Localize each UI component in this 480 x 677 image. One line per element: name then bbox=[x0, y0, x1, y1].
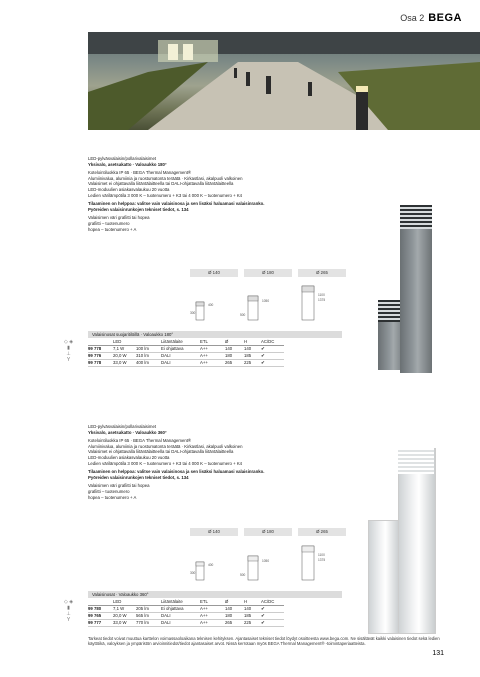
product2-bollard-tall-diffuser bbox=[398, 448, 434, 474]
description-line: Valaisimen väri grafiitti tai hopea bbox=[88, 483, 150, 489]
table-cell: 33,0 W bbox=[113, 620, 136, 627]
drawing2-label-1050: 1050 bbox=[262, 559, 270, 563]
product1-description bbox=[88, 156, 318, 232]
table-cell: 225 bbox=[244, 360, 261, 367]
product1-spec-table bbox=[88, 339, 284, 367]
hero-photo-scene bbox=[88, 32, 480, 130]
product1-dim-180: Ø 180 bbox=[244, 269, 292, 277]
description-line: Pyöreiden valaisinrunkojen tekniset tiedot, s. 134 bbox=[88, 474, 189, 480]
description-line: Valaisimet ei ohjattavalla liitäntälaitteella tai DALI-ohjattavalla liitäntälaitteella bbox=[88, 449, 234, 455]
description-line: Alumiinivalua, alumiinia ja ruostumatonta teräätä · Kirkastlasi, akalpuoli valkoinen bbox=[88, 175, 243, 181]
drawing2-label-500: 500 bbox=[240, 573, 246, 577]
table-header-cell: ETL bbox=[200, 339, 225, 346]
product1-icons bbox=[64, 339, 73, 363]
description-line: hopea – tuotenumero + A bbox=[88, 494, 137, 500]
table-header-cell: AC/DC bbox=[261, 339, 284, 346]
description-line: Alumiinivalua, alumiinia ja ruostumatonta teräätä · Kirkastlasi, akalpuoli valkoinen bbox=[88, 443, 243, 449]
article-number: 99 780 bbox=[88, 606, 113, 613]
description-line: Tilaaminen on helppoa: valitse vain valaisinosa ja sen lisäksi haluamasi valaisinranko. bbox=[88, 201, 265, 207]
table-cell: 100 lm bbox=[136, 346, 161, 353]
product2-band: Valaisinosat · Valoaukko 360° bbox=[88, 591, 342, 598]
table-row bbox=[88, 360, 284, 367]
table-header-cell: Ø bbox=[225, 339, 244, 346]
table-row bbox=[88, 353, 284, 360]
table-cell: DALI bbox=[161, 613, 200, 620]
description-line: Ledien värilämpötila 3 000 K – tuotenumero + K3 tai 4 000 K – tuotenumero + K4 bbox=[88, 192, 243, 198]
table-cell: 180 bbox=[225, 613, 244, 620]
table-cell: A++ bbox=[200, 346, 225, 353]
drawing2-label-400: 400 bbox=[208, 563, 214, 567]
product2-dimension-drawings bbox=[190, 540, 350, 584]
article-number: 99 776 bbox=[88, 353, 113, 360]
description-line: Pyöreiden valaisinrunkojen tekniset tiedot, s. 134 bbox=[88, 206, 189, 212]
table-cell: 7,1 W bbox=[113, 346, 136, 353]
table-cell: 140 bbox=[225, 606, 244, 613]
table-row bbox=[88, 606, 284, 613]
table-cell: DALI bbox=[161, 353, 200, 360]
product1-band: Valaisinosat suojaritilöillä · Valoaukko 180° bbox=[88, 331, 342, 338]
table-cell: ✔ bbox=[261, 613, 284, 620]
table-cell: A++ bbox=[200, 606, 225, 613]
table-header-cell: ETL bbox=[200, 599, 225, 606]
article-number: 99 778 bbox=[88, 360, 113, 367]
table-cell: 265 bbox=[225, 360, 244, 367]
product2-spec-table bbox=[88, 599, 284, 627]
description-line: Kotelointiluokka IP 65 · BEGA Thermal Management® bbox=[88, 438, 192, 444]
description-line: Valaisimen väri grafiitti tai hopea bbox=[88, 215, 150, 221]
product2-dim-265: Ø 265 bbox=[298, 528, 346, 536]
table-cell: 7,1 W bbox=[113, 606, 136, 613]
description-line: Valaisimet ei ohjattavalla liitäntälaitteella tai DALI-ohjattavalla liitäntälaitteella bbox=[88, 181, 234, 187]
product2-icons bbox=[64, 599, 73, 623]
table-cell: 265 bbox=[225, 620, 244, 627]
footer-note: Tarkeat tiedot voivat muuttua karttelon voimassaoloaikana teknisen kehityksen. Ajantasaiset tekniset tiedot löydyt osoitteesta www.bega.com. Ne sisältävät kaikki valaisinen tiedot sekä ledien käyttöikä, valoyksen ja ympäristön arvioinnitiedot/tiedot ajantasaiset arvot. Nissä kerrotaan myös BEGA Thermal Management® -toimintaperiaatteista. bbox=[88, 636, 440, 647]
page-number: 131 bbox=[432, 650, 444, 657]
hero-photo bbox=[88, 32, 480, 130]
table-cell: DALI bbox=[161, 620, 200, 627]
table-row bbox=[88, 620, 284, 627]
table-cell: 20,0 W bbox=[113, 613, 136, 620]
product2-dim-180: Ø 180 bbox=[244, 528, 292, 536]
table-cell: ✔ bbox=[261, 360, 284, 367]
description-line: Ledien värilämpötila 3 000 K – tuotenumero + K3 tai 4 000 K – tuotenumero + K4 bbox=[88, 460, 243, 466]
drop-icon-2: Y bbox=[66, 617, 71, 623]
drawing-label-500: 500 bbox=[240, 313, 246, 317]
description-line: LED-moduulien asiakasvalaukuu 20 vuotta bbox=[88, 186, 170, 192]
table-cell: 185 bbox=[244, 353, 261, 360]
table-cell: A++ bbox=[200, 353, 225, 360]
product2-dimension-row bbox=[190, 528, 346, 536]
table-header-cell: Liitäntälaite bbox=[161, 339, 200, 346]
drawing2-label-1100: 1100 bbox=[318, 553, 325, 557]
description-line: LED-pylväsvalaisin/pollarivalaisimet bbox=[88, 424, 157, 429]
drawing-label-1375: 1375 bbox=[318, 298, 326, 302]
description-line: Yksivalo, asetsakatto · Valoaukko 360° bbox=[88, 429, 167, 435]
table-cell: 225 bbox=[244, 620, 261, 627]
bulb-icon-2: ▮ bbox=[67, 605, 70, 611]
product1-dim-265: Ø 265 bbox=[298, 269, 346, 277]
connect-icon-2: ⊥ bbox=[66, 611, 71, 617]
description-line: LED-pylväsvalaisin/pollarivalaisimet bbox=[88, 156, 157, 161]
product2-description bbox=[88, 424, 318, 500]
description-line: grafiitti – tuotenumero bbox=[88, 488, 130, 494]
table-cell: 565 lm bbox=[136, 613, 161, 620]
table-cell: 140 bbox=[225, 346, 244, 353]
drawing-label-1100: 1100 bbox=[318, 293, 325, 297]
table-header-cell: H bbox=[244, 599, 261, 606]
drawing-label-1050: 1050 bbox=[262, 299, 270, 303]
brand-logo: BEGA bbox=[428, 12, 462, 24]
ip-icon: ◇ ◈ bbox=[64, 339, 74, 345]
table-cell: ✔ bbox=[261, 620, 284, 627]
table-cell: ✔ bbox=[261, 346, 284, 353]
description-line: LED-moduulien asiakasvalaukuu 20 vuotta bbox=[88, 454, 170, 460]
table-cell: 140 bbox=[244, 606, 261, 613]
product2-bollard-tall bbox=[398, 448, 436, 634]
product1-dimension-drawings bbox=[190, 280, 350, 324]
table-cell: Ei ohjattava bbox=[161, 346, 200, 353]
table-row bbox=[88, 613, 284, 620]
table-cell: 185 bbox=[244, 613, 261, 620]
table-cell: 205 lm bbox=[136, 606, 161, 613]
description-line: Kotelointiluokka IP 65 · BEGA Thermal Management® bbox=[88, 170, 192, 176]
table-row bbox=[88, 346, 284, 353]
product1-dimension-row bbox=[190, 269, 346, 277]
table-cell: 33,0 W bbox=[113, 360, 136, 367]
drawing2-label-300: 300 bbox=[190, 571, 196, 575]
drawing-label-300: 300 bbox=[190, 311, 196, 315]
table-header-cell: LED bbox=[113, 599, 161, 606]
table-header-cell: H bbox=[244, 339, 261, 346]
table-cell: 180 bbox=[225, 353, 244, 360]
product1-bollard-tall-louvres bbox=[400, 205, 432, 229]
bulb-icon: ▮ bbox=[67, 345, 70, 351]
table-cell: Ei ohjattava bbox=[161, 606, 200, 613]
table-header-cell: LED bbox=[113, 339, 161, 346]
table-cell: 20,0 W bbox=[113, 353, 136, 360]
table-cell: DALI bbox=[161, 360, 200, 367]
table-cell: A++ bbox=[200, 613, 225, 620]
table-cell: 310 lm bbox=[136, 353, 161, 360]
table-cell: ✔ bbox=[261, 606, 284, 613]
section-label: Osa 2 bbox=[400, 13, 425, 23]
table-cell: A++ bbox=[200, 620, 225, 627]
table-header-cell: AC/DC bbox=[261, 599, 284, 606]
drawing-label-400: 400 bbox=[208, 303, 214, 307]
product1-bollard-tall bbox=[400, 205, 432, 373]
table-cell: ✔ bbox=[261, 353, 284, 360]
table-cell: A++ bbox=[200, 360, 225, 367]
article-number: 99 777 bbox=[88, 620, 113, 627]
table-cell: 770 lm bbox=[136, 620, 161, 627]
product2-bollard-small bbox=[368, 520, 400, 634]
description-line: Tilaaminen on helppoa: valitse vain valaisinosa ja sen lisäksi haluamasi valaisinranko. bbox=[88, 469, 265, 475]
article-number: 99 765 bbox=[88, 613, 113, 620]
product2-dim-140: Ø 140 bbox=[190, 528, 238, 536]
connect-icon: ⊥ bbox=[66, 351, 71, 357]
table-cell: 140 bbox=[244, 346, 261, 353]
article-number: 99 778 bbox=[88, 346, 113, 353]
page-header bbox=[400, 12, 462, 24]
table-cell: 400 lm bbox=[136, 360, 161, 367]
ip-icon-2: ◇ ◈ bbox=[64, 599, 74, 605]
product1-dim-140: Ø 140 bbox=[190, 269, 238, 277]
table-header-cell: Liitäntälaite bbox=[161, 599, 200, 606]
table-header-cell: Ø bbox=[225, 599, 244, 606]
drawing2-label-1375: 1375 bbox=[318, 558, 326, 562]
description-line: hopea – tuotenumero + A bbox=[88, 226, 137, 232]
description-line: Yksivalo, asetsakatto · Valoaukko 180° bbox=[88, 161, 167, 167]
description-line: grafiitti – tuotenumero bbox=[88, 220, 130, 226]
drop-icon: Y bbox=[66, 357, 71, 363]
